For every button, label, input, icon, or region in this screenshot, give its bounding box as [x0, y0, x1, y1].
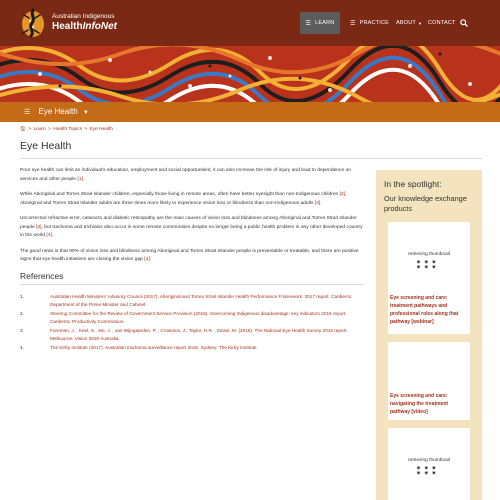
nav-about-label: ABOUT: [396, 20, 416, 26]
reference-number: 3.: [20, 328, 24, 333]
citation-link[interactable]: [2]: [339, 192, 346, 197]
breadcrumb-learn[interactable]: Learn: [33, 127, 46, 132]
nav-contact-label: CONTACT: [428, 20, 456, 26]
hamburger-icon: ☰: [350, 20, 356, 27]
thumbnail-status: retrieving thumbnail: [408, 458, 450, 463]
nav-learn-label: LEARN: [315, 20, 335, 26]
nav-practice-label: PRACTICE: [359, 20, 390, 26]
reference-number: 1.: [20, 294, 24, 299]
paragraph: While Aboriginal and Torres Strait Islander children, especially those living in remote areas, often have better eyesight than non-Indigenous children [2], Aboriginal and Torres Strait Islander adults are three times more likely to experience vision loss or blindness than non-Indigenous adults [3].: [20, 192, 347, 206]
card-title-link[interactable]: Eye screening and care: navigating the treatment pathway [video]: [390, 393, 449, 415]
nav-contact[interactable]: [428, 12, 456, 34]
paragraph: The good news is that 90% of vision loss and blindness among Aboriginal and Torres Strait Islander people is preventable or treatable, and there are positive signs that eye health initiatives are closing the vision gap [3].: [20, 248, 359, 262]
home-icon[interactable]: 🏠: [20, 127, 26, 132]
citation-link[interactable]: [3]: [36, 224, 42, 230]
breadcrumb: 🏠 > Learn > Health Topics > Eye Health: [20, 127, 113, 132]
section-bar: [0, 102, 500, 122]
nav-practice[interactable]: [350, 12, 389, 34]
reference-item: [20, 293, 365, 309]
hamburger-icon: ☰: [24, 109, 31, 116]
lizard-logo-icon: [18, 6, 48, 40]
spotlight-panel: [376, 170, 482, 500]
reference-link[interactable]: Steering Committee for the Review of Government Service Provision (2016). Overcoming Indigenous disadvantage: key indicators 2016 report. Canberra: Productivity Commission.: [50, 311, 347, 324]
thumbnail-status: retrieving thumbnail: [408, 252, 450, 257]
citation-link[interactable]: [4]: [46, 233, 52, 238]
search-icon-glyph: [460, 19, 468, 27]
nav-learn[interactable]: [300, 12, 340, 34]
loading-paws-icon: ✷ ✷ ✷ ✷ ✷ ✷: [416, 260, 437, 271]
chevron-down-icon: ▼: [82, 110, 89, 116]
paragraph: Poor eye health can limit an individual's education, employment and social opportunities; it can also increase the risk of injury and lead to dependence on services and other people [1].: [20, 168, 351, 182]
reference-number: 2.: [20, 311, 24, 316]
reference-number: 4.: [20, 345, 24, 350]
chevron-down-icon: ▼: [417, 20, 423, 26]
paragraph: Uncorrected refractive error, cataracts and diabetic retinopathy are the main causes of vision loss and blindness among Aboriginal and Torres Strait Islander people [3], but trachoma and trichiasis also occur in some remote communities despite no longer being a public health problem in any other developed country in the world [4].: [20, 216, 363, 238]
logo-big-text: HealthInfoNet: [52, 21, 118, 33]
nav-about[interactable]: [396, 12, 422, 34]
breadcrumb-health-topics[interactable]: Health Topics: [53, 127, 82, 132]
breadcrumb-eye-health[interactable]: Eye Health: [89, 127, 113, 132]
main-content: [20, 167, 365, 353]
site-logo[interactable]: [18, 6, 118, 40]
banner-art-image: [0, 46, 500, 102]
spotlight-card[interactable]: [388, 428, 470, 500]
reference-item: [20, 344, 365, 352]
spotlight-title: In the spotlight:: [384, 179, 442, 189]
section-title: Eye Health: [38, 107, 78, 116]
reference-link[interactable]: Foreman, J. , Keel, S., Xie, J. , van Wijngaarden, P. , Crowston, J., Taylor, H.R. , Dirani, M. (2016). The National Eye Health Survey 2016 report. Melbourne: Vision 2020 Australia.: [50, 328, 348, 341]
reference-item: [20, 310, 365, 326]
card-title-link[interactable]: Eye screening and care: treatment pathways and professional roles along that pathway [webinar]: [390, 295, 459, 325]
references-heading: References: [20, 270, 64, 281]
citation-link[interactable]: [1]: [77, 176, 83, 182]
thumbnail-placeholder: [388, 222, 470, 282]
spotlight-card[interactable]: [388, 222, 470, 334]
section-menu-toggle[interactable]: [24, 107, 89, 116]
reference-link[interactable]: Australian Health Ministers' Advisory Council (2017). Aboriginal and Torres Strait Islander Health Performance Framework: 2017 report. Canberra: Department of the Prime Minister and Cabinet.: [50, 294, 352, 307]
banner-artwork: [0, 46, 500, 102]
spotlight-card[interactable]: [388, 342, 470, 420]
spotlight-subtitle: Our knowledge exchange products: [384, 194, 467, 213]
site-header: [0, 0, 500, 46]
citation-link[interactable]: [3]: [144, 257, 150, 262]
loading-paws-icon: ✷ ✷ ✷ ✷ ✷ ✷: [416, 466, 437, 477]
citation-link[interactable]: [3]: [314, 200, 321, 206]
reference-item: [20, 327, 365, 343]
divider: [20, 158, 482, 159]
hamburger-icon: ☰: [305, 20, 312, 27]
thumbnail-placeholder: [388, 428, 470, 488]
reference-link[interactable]: The Kirby Institute (2017). Australian trachoma surveillance report 2016. Sydney: The Kirby Institute.: [50, 345, 258, 350]
search-icon[interactable]: [460, 12, 468, 34]
logo-small-text: Australian Indigenous: [52, 12, 115, 20]
page-title: Eye Health: [20, 140, 72, 152]
divider: [20, 284, 365, 285]
